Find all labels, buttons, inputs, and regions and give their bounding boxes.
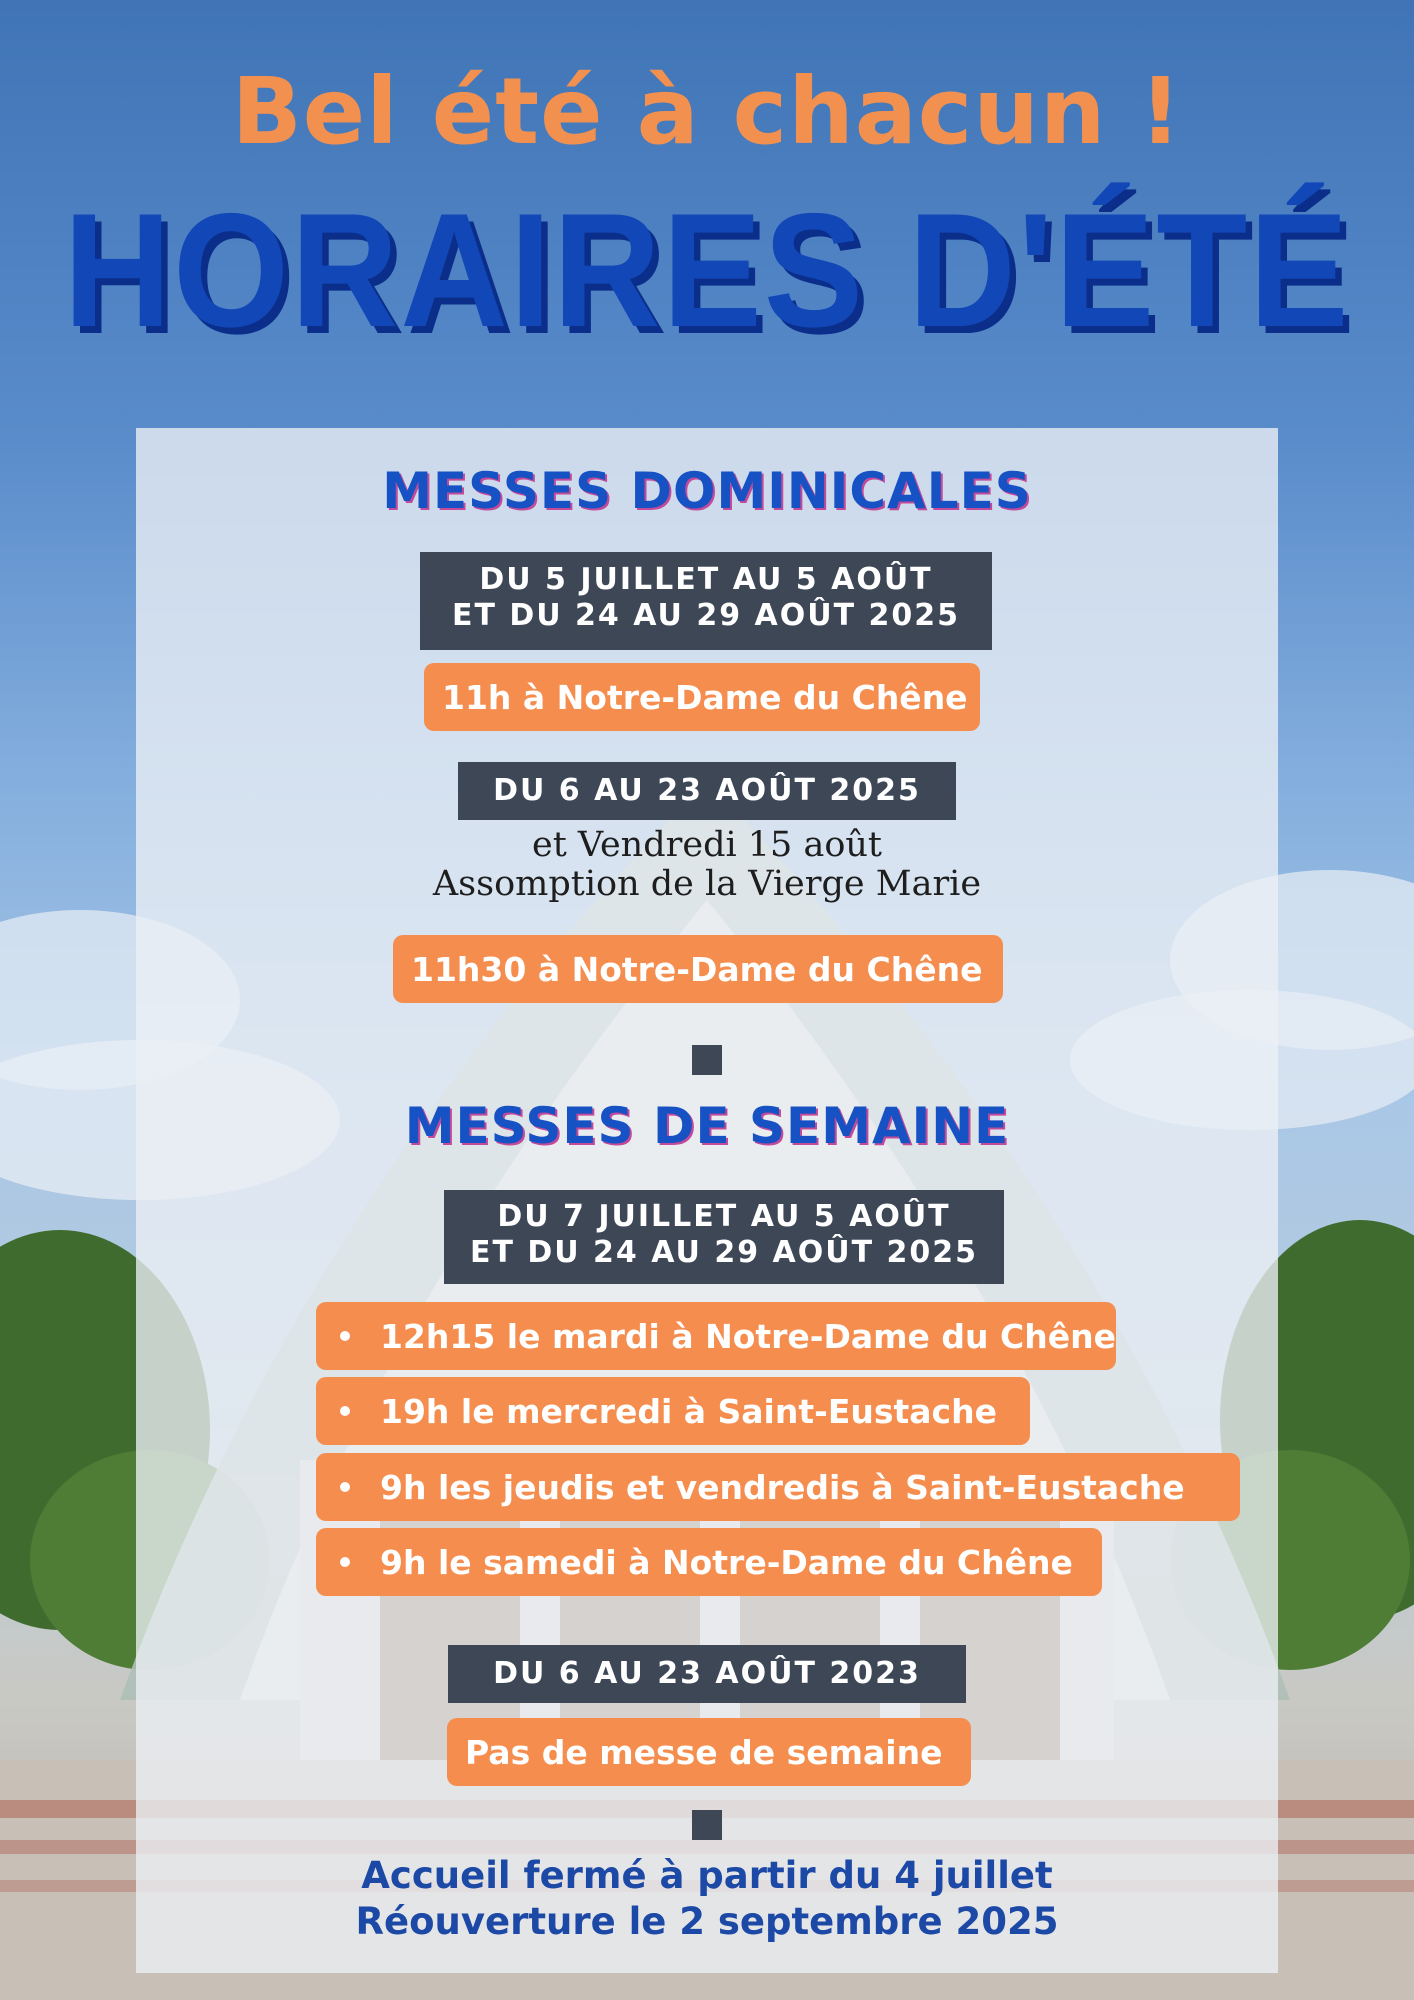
heading-weekday-masses: MESSES DE SEMAINE	[404, 1097, 1010, 1155]
weekday-item-text: 9h les jeudis et vendredis à Saint-Eustache	[380, 1467, 1185, 1507]
bullet-icon	[340, 1557, 350, 1567]
weekday-period1-line1: DU 7 JUILLET AU 5 AOÛT	[497, 1199, 951, 1234]
weekday-period2-note	[447, 1718, 971, 1786]
weekday-item-text: 19h le mercredi à Saint-Eustache	[380, 1391, 997, 1431]
weekday-item	[316, 1377, 1030, 1445]
separator-square	[692, 1045, 722, 1075]
weekday-period1-line2: ET DU 24 AU 29 AOÛT 2025	[469, 1235, 979, 1270]
weekday-period2-label-text: DU 6 AU 23 AOÛT 2023	[493, 1656, 921, 1691]
sunday-period2-time-text: 11h30 à Notre-Dame du Chêne	[411, 949, 983, 989]
bullet-icon	[340, 1482, 350, 1492]
sunday-period1-line2: ET DU 24 AU 29 AOÛT 2025	[451, 598, 961, 633]
sunday-period1-time-text: 11h à Notre-Dame du Chêne	[442, 677, 968, 717]
weekday-period1-label	[444, 1190, 1004, 1284]
weekday-item-text: 9h le samedi à Notre-Dame du Chêne	[380, 1542, 1073, 1582]
sunday-period2-note2: Assomption de la Vierge Marie	[432, 864, 982, 904]
sunday-period1-line1: DU 5 JUILLET AU 5 AOÛT	[479, 562, 933, 597]
weekday-item	[316, 1453, 1240, 1521]
weekday-item	[316, 1302, 1116, 1370]
summer-greeting: Bel été à chacun !	[231, 58, 1183, 165]
sunday-period1-time	[424, 663, 980, 731]
sunday-period2-time	[393, 935, 1003, 1003]
separator-square	[692, 1810, 722, 1840]
weekday-period2-note-text: Pas de messe de semaine	[465, 1732, 943, 1772]
reopening-notice: Réouverture le 2 septembre 2025	[355, 1900, 1059, 1943]
bullet-icon	[340, 1331, 350, 1341]
page-title: HORAIRES D'ÉTÉ	[63, 180, 1351, 361]
sunday-period2-note1: et Vendredi 15 août	[532, 825, 882, 865]
sunday-period1-label	[420, 552, 992, 650]
weekday-period2-label	[448, 1645, 966, 1703]
heading-sunday-masses: MESSES DOMINICALES	[382, 462, 1032, 520]
bullet-icon	[340, 1406, 350, 1416]
office-closed-notice: Accueil fermé à partir du 4 juillet	[361, 1854, 1053, 1897]
sunday-period2-label-text: DU 6 AU 23 AOÛT 2025	[493, 773, 921, 808]
weekday-item-text: 12h15 le mardi à Notre-Dame du Chêne	[379, 1316, 1116, 1356]
sunday-period2-label	[458, 762, 956, 820]
weekday-item	[316, 1528, 1102, 1596]
